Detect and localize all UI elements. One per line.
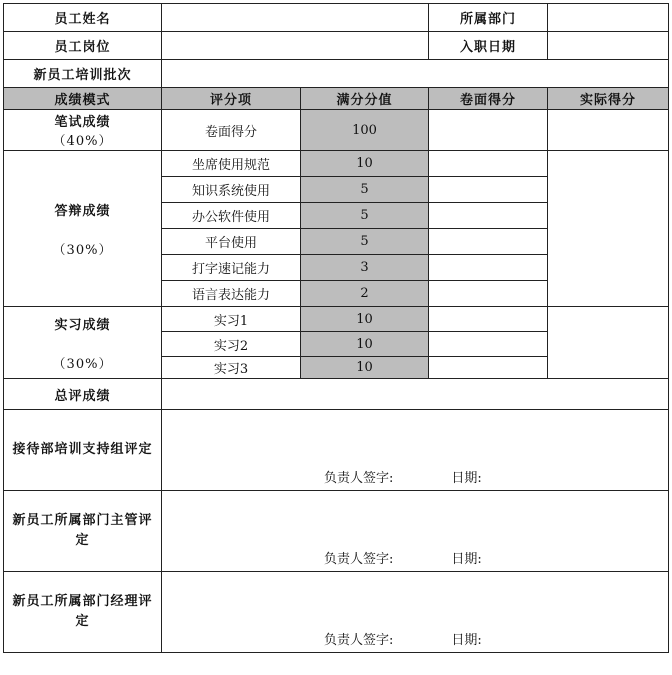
evaluation-field[interactable]: [162, 410, 669, 491]
defense-item-full-score: 3: [301, 255, 429, 281]
internship-item-name: 实习2: [162, 332, 301, 357]
header-paper-score: 卷面得分: [429, 88, 548, 110]
defense-item-full-score: 5: [301, 229, 429, 255]
header-score-item: 评分项: [162, 88, 301, 110]
evaluation-row: [4, 491, 669, 572]
internship-item-name: 实习3: [162, 357, 301, 379]
defense-item-name: 平台使用: [162, 229, 301, 255]
defense-paper-score-cell[interactable]: [429, 177, 548, 203]
defense-paper-score-cell[interactable]: [429, 229, 548, 255]
defense-actual-score-cell[interactable]: [548, 151, 669, 307]
signature-label: 负责人签字:: [324, 552, 394, 567]
written-item-full-score: 100: [301, 110, 429, 151]
date-label: 日期:: [451, 633, 482, 648]
training-batch-field[interactable]: [162, 60, 669, 88]
written-paper-score-cell[interactable]: [429, 110, 548, 151]
table-row: [4, 379, 669, 410]
internship-item-full-score: 10: [301, 357, 429, 379]
employee-position-field[interactable]: [162, 32, 429, 60]
defense-score-label: 答辩成绩: [54, 203, 111, 219]
defense-item-name: 坐席使用规范: [162, 151, 301, 177]
defense-paper-score-cell[interactable]: [429, 203, 548, 229]
table-row: [4, 110, 669, 151]
defense-item-full-score: 10: [301, 151, 429, 177]
internship-item-full-score: 10: [301, 332, 429, 357]
written-actual-score-cell[interactable]: [548, 110, 669, 151]
employee-name-label: 员工姓名: [4, 4, 162, 32]
evaluation-label: 新员工所属部门主管评定: [4, 491, 162, 572]
header-full-score: 满分分值: [301, 88, 429, 110]
table-row: [4, 151, 669, 177]
department-label: 所属部门: [429, 4, 548, 32]
evaluation-field[interactable]: [162, 572, 669, 653]
header-actual-score: 实际得分: [548, 88, 669, 110]
evaluation-row: [4, 410, 669, 491]
table-row: [4, 307, 669, 332]
defense-paper-score-cell[interactable]: [429, 255, 548, 281]
evaluation-label: 接待部培训支持组评定: [4, 410, 162, 491]
defense-score-group: [4, 151, 162, 307]
defense-paper-score-cell[interactable]: [429, 281, 548, 307]
signature-line: [324, 467, 482, 486]
internship-paper-score-cell[interactable]: [429, 307, 548, 332]
defense-score-weight: （30%）: [52, 242, 113, 258]
internship-item-full-score: 10: [301, 307, 429, 332]
total-score-label: 总评成绩: [4, 379, 162, 410]
total-score-field[interactable]: [162, 379, 669, 410]
header-score-mode: 成绩模式: [4, 88, 162, 110]
defense-item-name: 打字速记能力: [162, 255, 301, 281]
internship-score-group: [4, 307, 162, 379]
defense-item-name: 知识系统使用: [162, 177, 301, 203]
signature-label: 负责人签字:: [324, 471, 394, 486]
defense-item-full-score: 5: [301, 177, 429, 203]
internship-score-label: 实习成绩: [54, 317, 111, 333]
written-score-weight: （40%）: [52, 134, 113, 149]
defense-item-name: 办公软件使用: [162, 203, 301, 229]
employee-name-field[interactable]: [162, 4, 429, 32]
written-score-group: [4, 110, 162, 151]
internship-paper-score-cell[interactable]: [429, 357, 548, 379]
signature-line: [324, 629, 482, 648]
employee-position-label: 员工岗位: [4, 32, 162, 60]
written-item-name: 卷面得分: [162, 110, 301, 151]
date-label: 日期:: [451, 471, 482, 486]
department-field[interactable]: [548, 4, 669, 32]
internship-score-weight: （30%）: [52, 356, 113, 372]
evaluation-field[interactable]: [162, 491, 669, 572]
signature-label: 负责人签字:: [324, 633, 394, 648]
evaluation-row: [4, 572, 669, 653]
evaluation-label: 新员工所属部门经理评定: [4, 572, 162, 653]
training-batch-label: 新员工培训批次: [4, 60, 162, 88]
internship-actual-score-cell[interactable]: [548, 307, 669, 379]
written-score-label: 笔试成绩: [54, 115, 111, 130]
date-label: 日期:: [451, 552, 482, 567]
defense-item-name: 语言表达能力: [162, 281, 301, 307]
score-table-header: [4, 88, 669, 110]
defense-item-full-score: 5: [301, 203, 429, 229]
training-evaluation-form: [3, 3, 669, 653]
entry-date-field[interactable]: [548, 32, 669, 60]
internship-paper-score-cell[interactable]: [429, 332, 548, 357]
defense-item-full-score: 2: [301, 281, 429, 307]
signature-line: [324, 548, 482, 567]
entry-date-label: 入职日期: [429, 32, 548, 60]
defense-paper-score-cell[interactable]: [429, 151, 548, 177]
internship-item-name: 实习1: [162, 307, 301, 332]
